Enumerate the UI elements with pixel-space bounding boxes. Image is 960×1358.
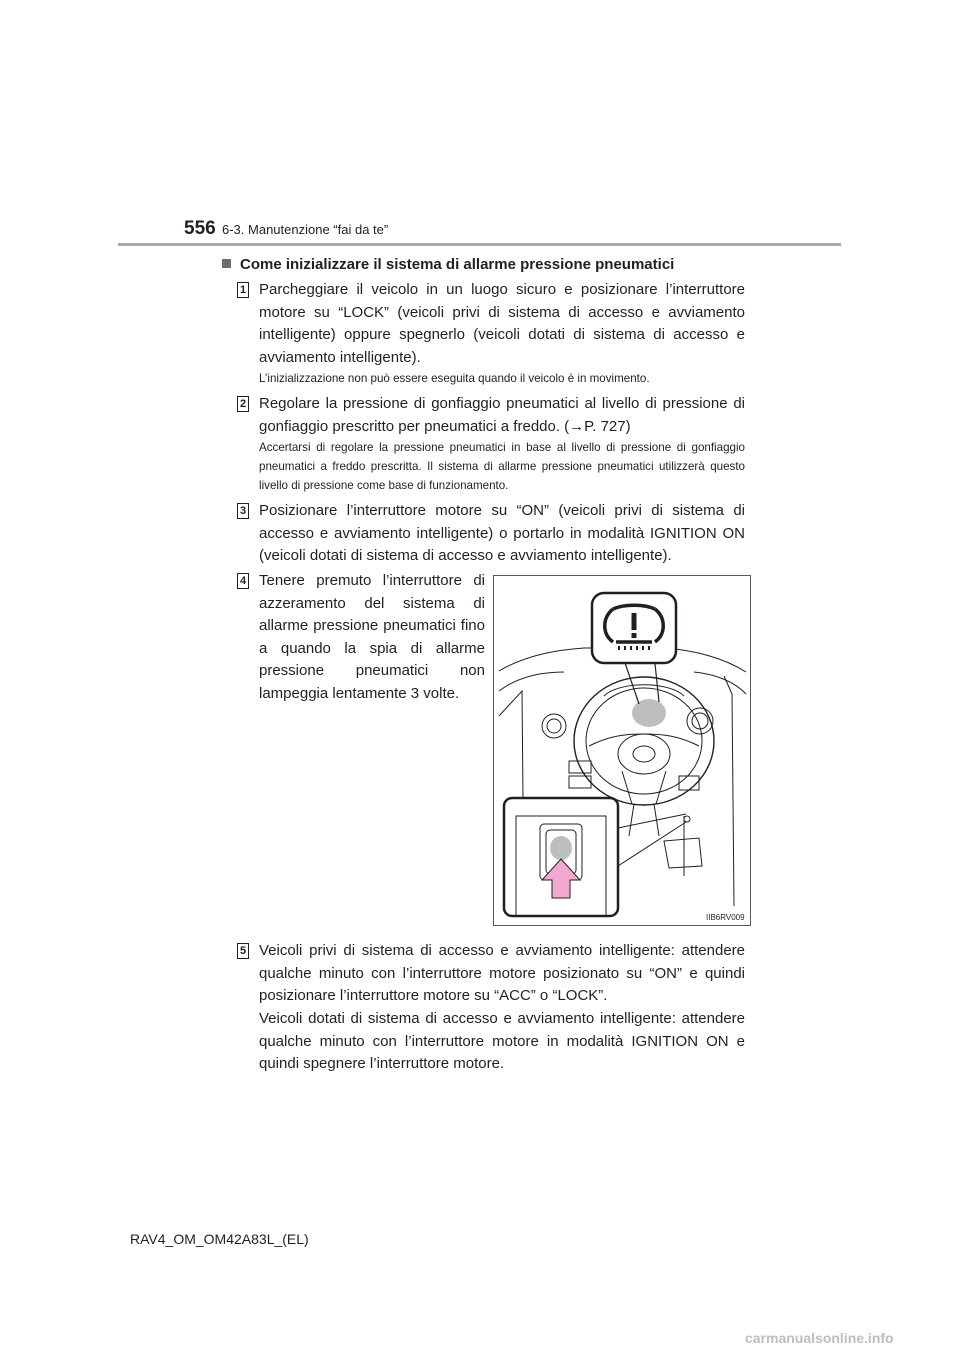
page-number: 556 xyxy=(184,218,216,239)
step-3-text: Posizionare l’interruttore motore su “ON” (veicoli privi di sistema di accesso e avviamento intelligente) o portarlo in modalità IGNITION ON (veicoli dotati di sistema di accesso e avviamento intelligente). xyxy=(259,502,745,565)
step-5-text: Veicoli privi di sistema di accesso e avviamento intelligente: attendere qualche minuto con l’interruttore motore posizionato su “ON” e quindi posizionare l’interruttore motore su “ACC” o “LOCK”. xyxy=(259,942,745,1005)
step-1-note: L’inizializzazione non può essere eseguita quando il veicolo è in movimento. xyxy=(259,372,650,385)
step-4-text: Tenere premuto l’interruttore di azzeramento del sistema di allarme pressione pneumatici fino a quando la spia di allarme pressione pneumatici non lampeggia lentamente 3 volte. xyxy=(259,572,485,702)
bullet-square-icon xyxy=(222,259,231,268)
section-title: 6-3. Manutenzione “fai da te” xyxy=(222,222,389,237)
step-2-text: Regolare la pressione di gonfiaggio pneumatici al livello di pressione di gonfiaggio prescritto per pneumatici a freddo. (→P. 727) xyxy=(259,395,745,435)
step-2-note: Accertarsi di regolare la pressione pneumatici in base al livello di pressione di gonfiaggio pneumatici a freddo prescritta. Il sistema di allarme pressione pneumatici utilizzerà questo livello di pressione come base di funzionamento. xyxy=(259,441,745,492)
subsection-heading xyxy=(222,256,674,273)
watermark: carmanualsonline.info xyxy=(745,1330,894,1346)
heading-text: Come inizializzare il sistema di allarme pressione pneumatici xyxy=(240,256,675,273)
step-number-1: 1 xyxy=(237,282,249,298)
header-rule xyxy=(118,243,841,246)
step-number-2: 2 xyxy=(237,396,249,412)
step-number-3: 3 xyxy=(237,503,249,519)
footer-doc-code: RAV4_OM_OM42A83L_(EL) xyxy=(130,1231,309,1247)
step-5-text-2: Veicoli dotati di sistema di accesso e avviamento intelligente: attendere qualche minuto con l’interruttore motore in modalità IGNITION ON e quindi spegnere l’interruttore motore. xyxy=(259,1010,745,1073)
dashboard-illustration xyxy=(494,576,750,925)
step-number-5: 5 xyxy=(237,943,249,959)
figure-tpms-reset xyxy=(493,575,751,926)
figure-code: IIB6RV009 xyxy=(706,913,745,922)
step-1-text: Parcheggiare il veicolo in un luogo sicuro e posizionare l’interruttore motore su “LOCK” (veicoli privi di sistema di accesso e avviamento intelligente) oppure spegnerlo (veicoli dotati di sistema di accesso e avviamento intelligente). xyxy=(259,281,745,366)
step-number-4: 4 xyxy=(237,573,249,589)
